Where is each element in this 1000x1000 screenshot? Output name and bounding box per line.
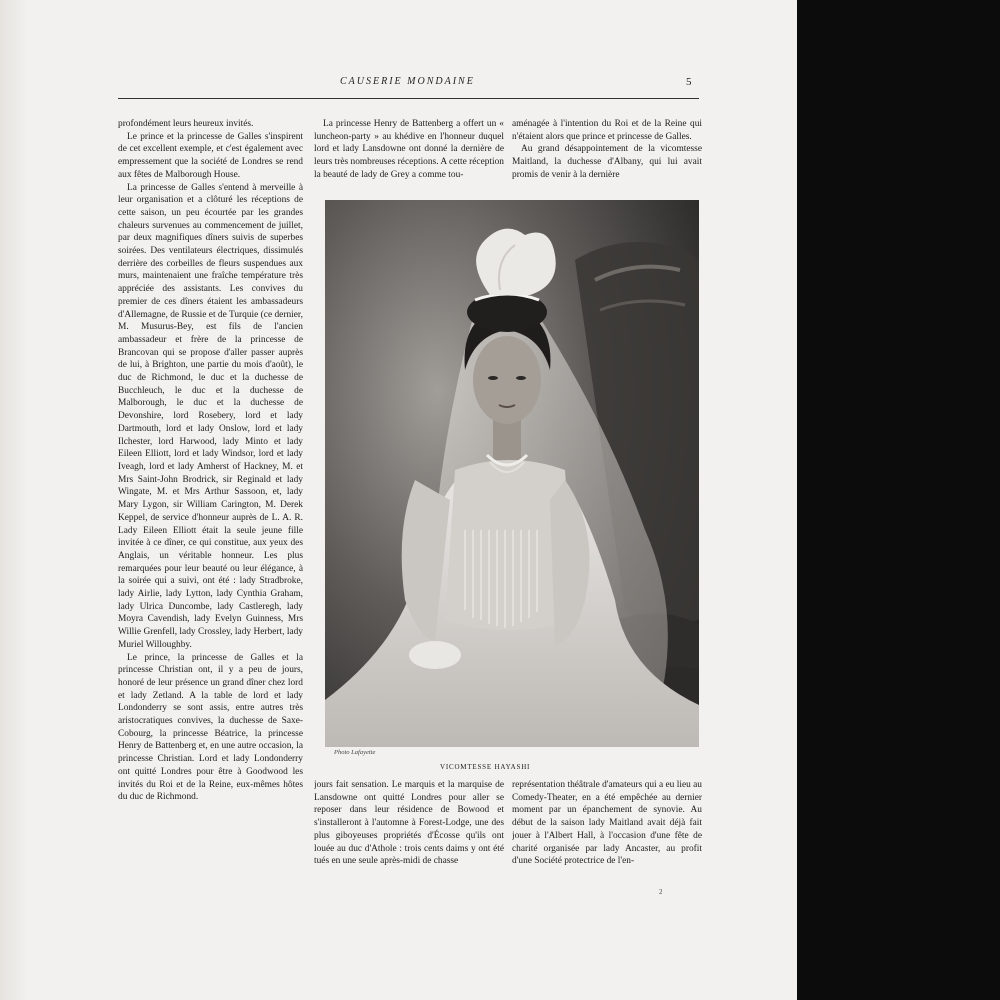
portrait-illustration: [325, 200, 699, 747]
paragraph: représentation théâtrale d'amateurs qui a eu lieu au Comedy-Theater, en a été empêchée au dernier moment par un épanchement de synovie. Au début de la saison lady Maitland avait déjà fait jouer à l'Albert Hall, à l'occasion d'une fête de charité organisée par lady Ancaster, au profit d'une Société protectrice de l'en-: [512, 780, 702, 867]
paragraph: La princesse Henry de Battenberg a offert un « luncheon-party » au khédive en l'honneur duquel lord et lady Lansdowne ont donné la dernière de leurs très nombreuses réceptions. A cette réception la beauté de lady de Grey a comme tou-: [314, 119, 504, 180]
text-column-middle-bottom: [314, 779, 504, 883]
paragraph: Au grand désappointement de la vicomtesse Maitland, la duchesse d'Albany, qui lui avait promis de venir à la dernière: [512, 144, 702, 180]
page-number: 5: [686, 76, 692, 88]
paragraph: jours fait sensation. Le marquis et la marquise de Lansdowne ont quitté Londres pour aller se reposer dans leur résidence de Bowood et s'installeront à l'automne à Forest-Lodge, une des plus giboyeuses propriétés d'Écosse qu'ils ont louée au duc d'Athole : trois cents daims y ont été tués en une seule après-midi de chasse: [314, 780, 504, 867]
paragraph: Le prince, la princesse de Galles et la princesse Christian ont, il y a peu de jours, honoré de leur présence un grand dîner chez lord et lady Zetland. A la table de lord et lady Londonderry se sont assis, entre autres très aristocratiques convives, la duchesse de Saxe-Cobourg, la princesse Béatrice, la princesse Henry de Battenberg et, en une autre occasion, la princesse Christian. Lord et lady Londonderry ont quitté Londres pour être à Goodwood les invités du Roi et de la Reine, eux-mêmes hôtes du duc de Richmond.: [118, 652, 303, 803]
running-title: CAUSERIE MONDAINE: [340, 76, 475, 87]
page-gutter-shadow: [0, 0, 26, 1000]
paragraph: aménagée à l'intention du Roi et de la Reine qui n'étaient alors que prince et princesse de Galles.: [512, 119, 702, 142]
photo-caption: VICOMTESSE HAYASHI: [440, 763, 531, 771]
paragraph: Le prince et la princesse de Galles s'inspirent de cet excellent exemple, et c'est également avec empressement que la société de Londres se rend aux fêtes de Malborough House.: [118, 131, 303, 180]
header-rule: [118, 98, 699, 99]
text-column-right-top: [512, 118, 702, 194]
paragraph: profondément leurs heureux invités.: [118, 119, 254, 129]
dark-background: [797, 0, 1000, 1000]
text-column-left: [118, 118, 303, 880]
photo-credit: Photo Lafayette: [334, 749, 376, 756]
text-column-right-bottom: [512, 779, 702, 883]
portrait-photograph: [325, 200, 699, 747]
paragraph: La princesse de Galles s'entend à merveille à leur organisation et a clôturé les réceptions de cette saison, un peu écourtée par les grandes chaleurs survenues au commencement de juillet, par deux magnifiques dîners suivis de superbes soirées. Des ventilateurs électriques, dissimulés derrière des corbeilles de fleurs suspendues aux murs, maintenaient une fraîche température très appréciée des assistants. Les convives du premier de ces dîners étaient les ambassadeurs d'Allemagne, de Russie et de Turquie (ce dernier, M. Musurus-Bey, est fils de l'ancien ambassadeur et frère de la princesse de Brancovan qui se propose d'aller passer auprès de lui, à Brighton, une partie du mois d'août), le duc de Richmond, le duc et la duchesse de Bucchleuch, le duc et la duchesse de Malborough, le duc et la duchesse de Devonshire, lord Rosebery, lord et lady Dartmouth, lord et lady Onslow, lord et lady Ilchester, lord Harwood, lady Minto et lady Eileen Elliott, lord et lady Windsor, lord et lady Iveagh, lord et lady Amherst of Hackney, M. et Mrs Saint-John Brodrick, sir Reginald et lady Wingate, M. et Mrs Arthur Sassoon, et, lady Mary Lygon, sir William Carington, M. Derek Keppel, de service d'honneur auprès de L. A. R. Lady Eileen Elliott était la seule jeune fille invitée à ce dîner, ce qui constitue, aux yeux des Anglais, un véritable honneur. Les plus remarquées pour leur beauté ou leur élégance, à la soirée qui a suivi, ont été : lady Stradbroke, lady Airlie, lady Lytton, lady Cynthia Graham, lady Ulrica Duncombe, lady Castleregh, lady Moyra Cavendish, lady Evelyn Guinness, Mrs Willie Grenfell, lady Crossley, lady Herbert, lady Muriel Willoughby.: [118, 182, 303, 650]
printer-signature-mark: 2: [659, 888, 663, 896]
text-column-middle-top: [314, 118, 504, 194]
